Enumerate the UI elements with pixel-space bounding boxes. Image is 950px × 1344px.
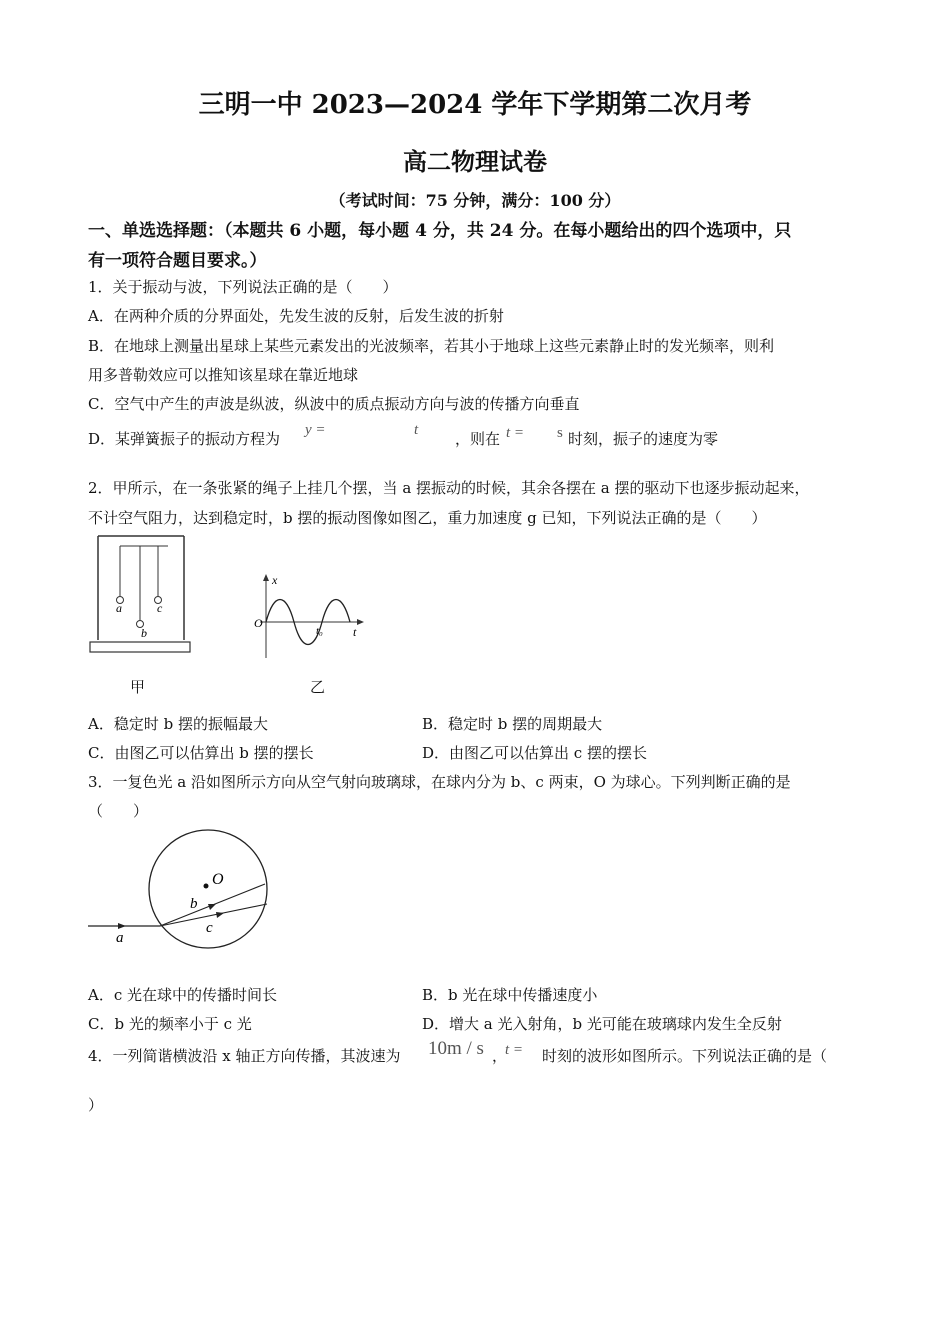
ray-c-arrow [216,912,224,918]
q4-line2: ） [88,1096,104,1114]
q1-option-d-s: s [557,425,563,441]
q3-option-a: A．c 光在球中的传播时间长 [88,986,278,1004]
q4-speed: 10m / s [428,1038,484,1059]
exam-subtitle: 高二物理试卷 [403,147,547,176]
q1-option-b-line1: B．在地球上测量出星球上某些元素发出的光波频率，若其小于地球上这些元素静止时的发光频率，则利 [88,337,775,355]
t-axis-arrow [357,619,364,625]
figure-yi-caption: 乙 [310,678,326,696]
label-o: O [212,871,224,888]
exam-info: （考试时间：75 分钟，满分：100 分） [329,191,621,210]
base [90,642,190,652]
q3-option-b: B．b 光在球中传播速度小 [422,986,598,1004]
q1-option-d-t2: t = [506,425,525,441]
label-b: b [141,626,147,640]
section-heading-line2: 有一项符合题目要求。） [88,251,267,271]
q1-option-d-suffix: 时刻，振子的速度为零 [568,430,719,448]
label-t: t [353,625,357,639]
q1-option-d-t: t [414,422,419,438]
ray-a-arrow [118,923,126,929]
q4-t-eq: t = [505,1042,524,1058]
q2-stem-line2: 不计空气阻力，达到稳定时，b 摆的振动图像如图乙，重力加速度 g 已知，下列说法正确的是（ ） [88,509,767,527]
q4-comma: ， [492,1047,508,1065]
x-axis-arrow [263,574,269,581]
figure-oscillation-graph [250,572,370,662]
q1-option-d-mid: ，则在 [455,430,501,448]
figure-jia-caption: 甲 [130,678,146,696]
label-b: b [190,896,198,912]
q2-option-c: C．由图乙可以估算出 b 摆的摆长 [88,744,314,762]
figure-glass-sphere [86,826,276,956]
q2-option-d: D．由图乙可以估算出 c 摆的摆长 [422,744,647,762]
q1-stem: 1．关于振动与波，下列说法正确的是（ ） [88,278,398,296]
q1-option-b-line2: 用多普勒效应可以推知该星球在靠近地球 [88,366,359,384]
center-dot [204,884,209,889]
q1-option-c: C．空气中产生的声波是纵波，纵波中的质点振动方向与波的传播方向垂直 [88,395,580,413]
ray-b-arrow [208,904,216,910]
q4-prefix: 4．一列简谐横波沿 x 轴正方向传播，其波速为 [88,1047,401,1065]
label-c: c [206,920,213,936]
label-a: a [116,930,124,946]
q4-suffix: 时刻的波形如图所示。下列说法正确的是（ [542,1047,828,1065]
q3-option-c: C．b 光的频率小于 c 光 [88,1015,252,1033]
section-heading-line1: 一、单选选择题：（本题共 6 小题，每小题 4 分，共 24 分。在每小题给出的四个选项中，只 [88,221,792,241]
label-a: a [116,601,122,615]
q1-option-d-equation: y = [305,422,326,438]
q2-option-b: B．稳定时 b 摆的周期最大 [422,715,603,733]
label-o: O [254,616,263,630]
q1-option-d-prefix: D．某弹簧振子的振动方程为 [88,430,281,448]
q2-option-a: A．稳定时 b 摆的振幅最大 [88,715,268,733]
exam-title: 三明一中 2023—2024 学年下学期第二次月考 [198,90,752,120]
ray-c [160,904,267,926]
label-c: c [157,601,163,615]
q3-stem-line2: （ ） [88,802,149,820]
label-t0: t₀ [316,625,323,637]
q2-stem-line1: 2．甲所示，在一条张紧的绳子上挂几个摆，当 a 摆振动的时候，其余各摆在 a 摆的驱动下也逐步振动起来， [88,479,810,497]
label-x: x [272,573,278,587]
q1-option-a: A．在两种介质的分界面处，先发生波的反射，后发生波的折射 [88,307,504,325]
q3-option-d: D．增大 a 光入射角，b 光可能在玻璃球内发生全反射 [422,1015,782,1033]
q3-stem-line1: 3．一复色光 a 沿如图所示方向从空气射向玻璃球，在球内分为 b、c 两束，O 为球心。下列判断正确的是 [88,773,791,791]
